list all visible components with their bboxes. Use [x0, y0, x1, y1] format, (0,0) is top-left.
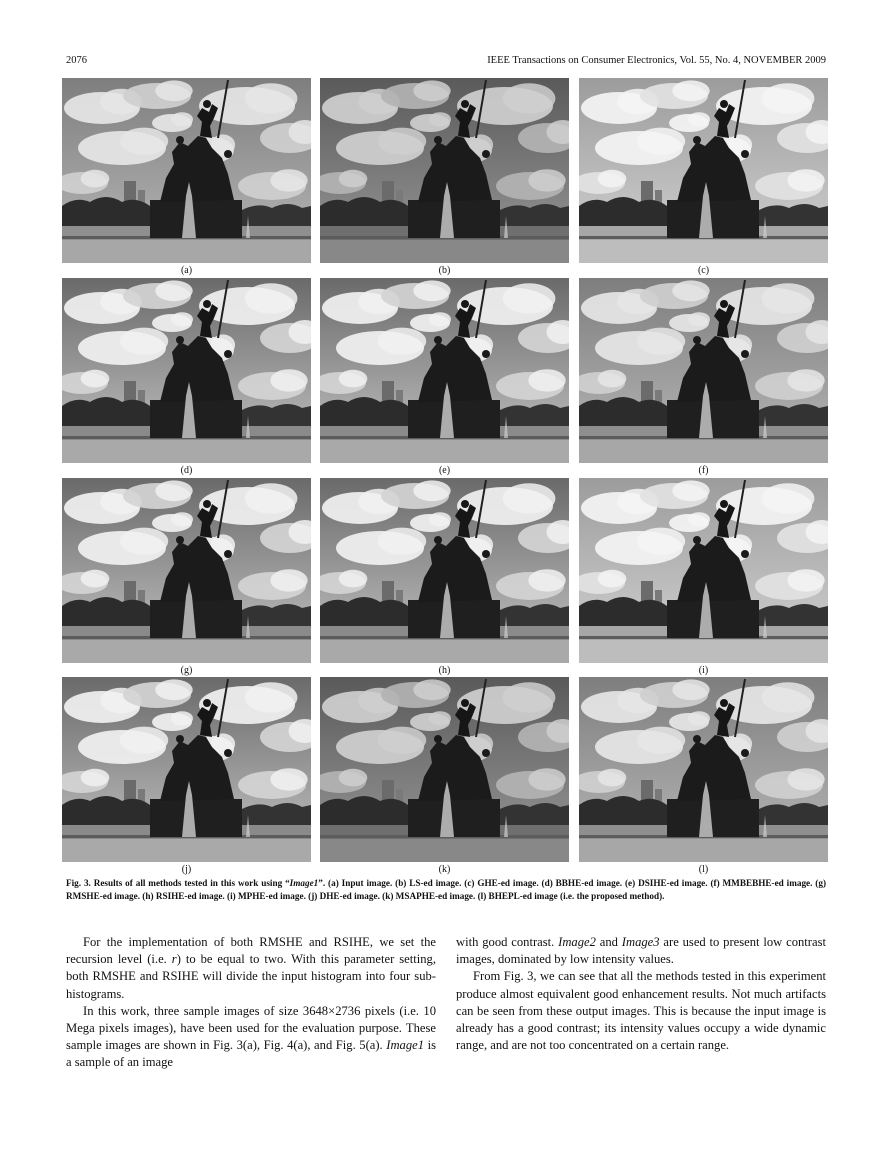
figure-panel [320, 78, 569, 278]
statue-head [482, 550, 490, 558]
figure-panel [62, 278, 311, 478]
plaza [579, 440, 828, 463]
figure-panel [579, 78, 828, 278]
monument-base [408, 400, 500, 438]
statue-head [434, 336, 442, 344]
statue-head [203, 500, 211, 508]
plaza [62, 440, 311, 463]
tree-line [62, 597, 154, 628]
monument-photo [320, 278, 569, 463]
monument-base [150, 200, 242, 238]
monument-photo [579, 478, 828, 663]
statue-head [482, 150, 490, 158]
statue-head [741, 550, 749, 558]
statue-head [693, 536, 701, 544]
statue-head [434, 536, 442, 544]
tree-line [320, 597, 412, 628]
plaza [579, 240, 828, 263]
statue-head [741, 350, 749, 358]
plaza [320, 440, 569, 463]
statue-head [693, 336, 701, 344]
figure-panel [579, 677, 828, 877]
statue-head [203, 300, 211, 308]
paragraph: From Fig. 3, we can see that all the methods tested in this experiment produce almost equivalent good enhancement results. Not much artifacts can be seen from these output images. This is because the input image is already has a good contrast; its intensity values occupy a wide dynamic range, and are not too concentrated on a certain range. [456, 969, 826, 1053]
monument-base [667, 400, 759, 438]
monument-base [667, 600, 759, 638]
monument-photo [62, 78, 311, 263]
statue-head [176, 536, 184, 544]
statue-head [741, 749, 749, 757]
figure-panel [62, 677, 311, 877]
statue-head [176, 735, 184, 743]
plaza [62, 240, 311, 263]
monument-photo [62, 278, 311, 463]
statue-head [461, 699, 469, 707]
plaza [579, 839, 828, 862]
statue-head [693, 735, 701, 743]
monument-photo [579, 78, 828, 263]
monument-base [150, 600, 242, 638]
tree-line [498, 803, 569, 827]
tree-line [757, 803, 828, 827]
body-column-right [456, 934, 826, 1054]
monument-base [667, 200, 759, 238]
plaza [62, 839, 311, 862]
statue-head [203, 100, 211, 108]
plaza [320, 640, 569, 663]
monument-base [150, 400, 242, 438]
statue-head [434, 136, 442, 144]
panel-label: (g) [180, 665, 193, 676]
tree-line [579, 597, 671, 628]
statue-head [482, 749, 490, 757]
statue-head [461, 300, 469, 308]
page-number: 2076 [66, 55, 87, 66]
plaza [320, 240, 569, 263]
statue-head [482, 350, 490, 358]
statue-head [203, 699, 211, 707]
tree-line [320, 197, 412, 228]
body-column-left [66, 934, 436, 1072]
monument-base [408, 799, 500, 837]
statue-head [720, 699, 728, 707]
monument-photo [320, 677, 569, 862]
figure-panel [320, 278, 569, 478]
panel-label: (f) [698, 465, 709, 476]
statue-head [176, 136, 184, 144]
plaza [62, 640, 311, 663]
paragraph: with good contrast. Image2 and Image3 are used to present low contrast images, dominated by low intensity values. [456, 935, 826, 967]
tree-line [320, 397, 412, 428]
figure-panel [320, 677, 569, 877]
statue-head [224, 350, 232, 358]
statue-head [224, 150, 232, 158]
tree-line [320, 796, 412, 827]
statue-head [720, 300, 728, 308]
monument-photo [62, 677, 311, 862]
panel-label: (i) [698, 665, 709, 676]
figure-caption: Fig. 3. Results of all methods tested in this work using “Image1”. (a) Input image. (b) LS-ed image. (c) GHE-ed image. (d) BBHE-ed image. (e) DSIHE-ed image. (f) MMBEBHE-ed image. (g) RMSHE-ed image. (h) RSIHE-ed image. (i) MPHE-ed image. (j) DHE-ed image. (k) MSAPHE-ed image. (l) BHEPL-ed image (i.e. the proposed method). [66, 878, 827, 901]
panel-label: (h) [438, 665, 451, 676]
monument-photo [579, 278, 828, 463]
statue-head [434, 735, 442, 743]
tree-line [579, 397, 671, 428]
tree-line [579, 197, 671, 228]
monument-photo [320, 478, 569, 663]
panel-label: (c) [697, 265, 710, 276]
statue-head [461, 100, 469, 108]
tree-line [498, 604, 569, 628]
paragraph: In this work, three sample images of size 3648×2736 pixels (i.e. 10 Mega pixels images), have been used for the evaluation purpose. These sample images are shown in Fig. 3(a), Fig. 4(a), and Fig. 5(a). Image1 is a sample of an image [66, 1003, 436, 1070]
tree-line [62, 796, 154, 827]
tree-line [579, 796, 671, 827]
statue-head [224, 550, 232, 558]
panel-label: (l) [698, 864, 709, 875]
figure-panel [579, 278, 828, 478]
monument-photo [62, 478, 311, 663]
panel-label: (e) [438, 465, 451, 476]
statue-head [461, 500, 469, 508]
monument-base [150, 799, 242, 837]
tree-line [757, 404, 828, 428]
plaza [579, 640, 828, 663]
figure-3-grid [62, 78, 828, 876]
panel-label: (k) [438, 864, 451, 875]
figure-panel [579, 478, 828, 678]
panel-label: (j) [181, 864, 192, 875]
tree-line [62, 197, 154, 228]
tree-line [240, 204, 311, 228]
statue-head [224, 749, 232, 757]
tree-line [757, 604, 828, 628]
tree-line [240, 404, 311, 428]
statue-head [176, 336, 184, 344]
tree-line [240, 803, 311, 827]
figure-panel [62, 78, 311, 278]
statue-head [720, 500, 728, 508]
panel-label: (b) [438, 265, 451, 276]
statue-head [720, 100, 728, 108]
statue-head [741, 150, 749, 158]
panel-label: (a) [180, 265, 193, 276]
tree-line [498, 404, 569, 428]
statue-head [693, 136, 701, 144]
panel-label: (d) [180, 465, 193, 476]
monument-base [408, 200, 500, 238]
figure-panel [62, 478, 311, 678]
journal-title: IEEE Transactions on Consumer Electronics, Vol. 55, No. 4, NOVEMBER 2009 [487, 55, 826, 66]
monument-base [408, 600, 500, 638]
figure-panel [320, 478, 569, 678]
tree-line [62, 397, 154, 428]
paragraph: For the implementation of both RMSHE and RSIHE, we set the recursion level (i.e. r) to be equal to two. With this parameter setting, both RMSHE and RSIHE will divide the input histogram into four sub-histograms. [66, 935, 436, 1001]
monument-base [667, 799, 759, 837]
plaza [320, 839, 569, 862]
tree-line [240, 604, 311, 628]
monument-photo [320, 78, 569, 263]
tree-line [757, 204, 828, 228]
running-header [66, 53, 826, 69]
tree-line [498, 204, 569, 228]
monument-photo [579, 677, 828, 862]
